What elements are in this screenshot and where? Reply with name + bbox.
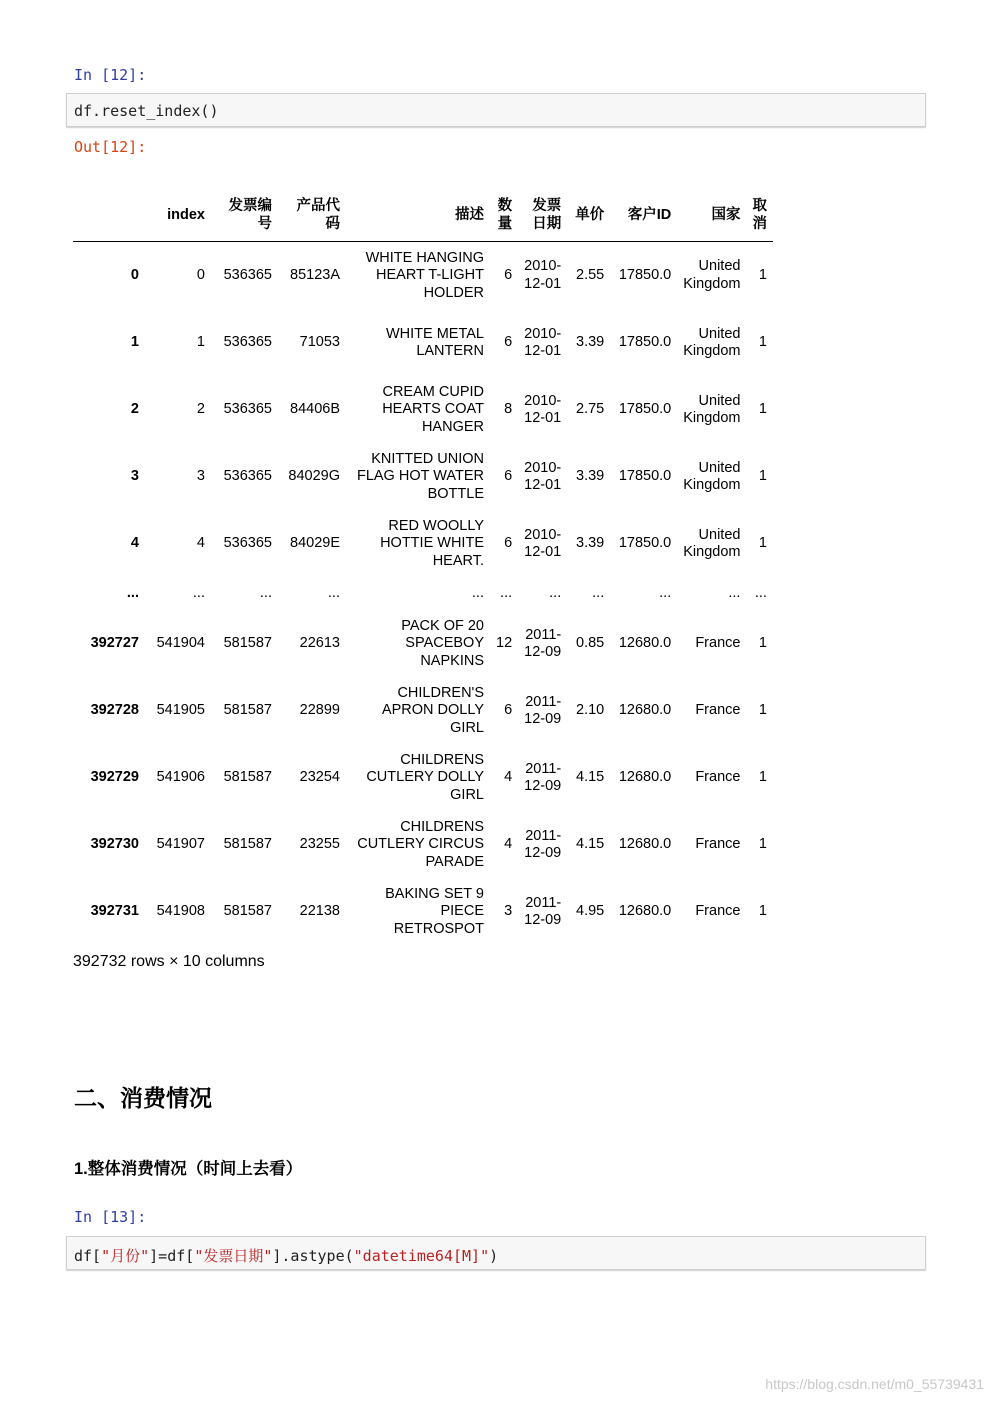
cell-index: ...: [192, 585, 205, 602]
cell-description: WHITE METAL LANTERN: [385, 325, 484, 359]
cell-product: 71053: [299, 334, 340, 351]
row-label: 1: [130, 334, 139, 351]
cell-date: 2011-12-09: [524, 827, 562, 861]
cell-customer-id: 17850.0: [618, 535, 672, 552]
table-body: [73, 242, 773, 946]
cell-invoice: 581587: [223, 702, 272, 719]
cell-12-in-prompt: In [12]:: [74, 66, 147, 84]
col-header-customer-id: 客户ID: [610, 190, 677, 242]
cell-customer-id: 17850.0: [618, 267, 672, 283]
cell-description: PACK OF 20 SPACEBOY NAPKINS: [401, 617, 484, 669]
cell-customer-id: 12680.0: [618, 769, 672, 786]
cell-description: ...: [471, 585, 484, 602]
table-row: [73, 242, 773, 310]
cell-quantity: 4: [504, 836, 513, 853]
cell-description: CREAM CUPID HEARTS COAT HANGER: [382, 383, 484, 435]
cell-cancel: 1: [758, 468, 767, 485]
cell-12-code-input[interactable]: [66, 93, 926, 127]
cell-price: 3.39: [576, 468, 605, 485]
cell-date: 2011-12-09: [524, 760, 562, 794]
ellipsis-row: [73, 578, 773, 611]
row-label: 392728: [90, 702, 139, 719]
cell-date: 2010-12-01: [524, 392, 562, 426]
cell-date: 2011-12-09: [524, 693, 562, 727]
table-row: [73, 310, 773, 377]
table-row: [73, 879, 773, 946]
table-row: [73, 511, 773, 578]
cell-product: 84406B: [290, 401, 340, 418]
cell-invoice: 581587: [223, 635, 272, 652]
cell-quantity: ...: [500, 585, 513, 602]
cell-price: 3.39: [576, 334, 605, 351]
cell-price: 0.85: [576, 635, 605, 652]
cell-cancel: 1: [758, 401, 767, 418]
cell-product: 22899: [299, 702, 340, 719]
cell-description: RED WOOLLY HOTTIE WHITE HEART.: [380, 517, 484, 569]
cell-product: 22613: [299, 635, 340, 652]
cell-cancel: 1: [758, 535, 767, 552]
cell-product: 84029E: [290, 535, 340, 552]
table-row: [73, 812, 773, 879]
cell-country: United Kingdom: [683, 526, 741, 560]
cell-cancel: ...: [754, 585, 767, 602]
col-header-index: index: [145, 190, 211, 242]
cell-cancel: 1: [758, 702, 767, 719]
cell-quantity: 6: [504, 267, 513, 283]
cell-13-code: [74, 1245, 498, 1266]
cell-index: 1: [196, 334, 205, 351]
cell-13-in-prompt: In [13]:: [74, 1208, 147, 1226]
cell-price: 3.39: [576, 535, 605, 552]
cell-cancel: 1: [758, 267, 767, 283]
cell-country: United Kingdom: [683, 392, 741, 426]
cell-12-out-prompt: Out[12]:: [74, 138, 147, 156]
cell-price: 4.15: [576, 769, 605, 786]
cell-quantity: 6: [504, 702, 513, 719]
cell-index: 4: [196, 535, 205, 552]
cell-index: 541904: [156, 635, 205, 652]
cell-13-code-input[interactable]: [66, 1236, 926, 1270]
cell-date: 2010-12-01: [524, 325, 562, 359]
cell-customer-id: 12680.0: [618, 635, 672, 652]
cell-country: United Kingdom: [683, 258, 741, 292]
cell-description: CHILDRENS CUTLERY DOLLY GIRL: [366, 751, 484, 803]
cell-quantity: 4: [504, 769, 513, 786]
cell-quantity: 3: [504, 903, 513, 920]
cell-customer-id: 12680.0: [618, 836, 672, 853]
cell-invoice: 536365: [223, 535, 272, 552]
cell-invoice: 536365: [223, 401, 272, 418]
code-string-token: "月份": [101, 1247, 150, 1265]
cell-product: 22138: [299, 903, 340, 920]
cell-customer-id: 17850.0: [618, 334, 672, 351]
table-row: [73, 444, 773, 511]
table-header: [73, 190, 773, 242]
col-header-quantity: 数量: [490, 190, 518, 242]
row-label: 392730: [90, 836, 139, 853]
row-label: 392731: [90, 903, 139, 920]
cell-quantity: 12: [496, 635, 513, 652]
cell-invoice: 581587: [223, 769, 272, 786]
cell-product: 84029G: [288, 468, 340, 485]
cell-customer-id: 17850.0: [618, 401, 672, 418]
col-header-invoice-date: 发票日期: [518, 190, 567, 242]
code-string-token: "发票日期": [194, 1247, 273, 1265]
row-label: 392727: [90, 635, 139, 652]
col-header-cancel: 取消: [746, 190, 773, 242]
cell-invoice: 536365: [223, 267, 272, 283]
row-label: ...: [126, 585, 139, 602]
row-label: 4: [130, 535, 139, 552]
cell-index: 541906: [156, 769, 205, 786]
dataframe-table: [73, 190, 773, 946]
cell-date: 2010-12-01: [524, 526, 562, 560]
cell-price: ...: [592, 585, 605, 602]
cell-invoice: 536365: [223, 334, 272, 351]
cell-date: 2010-12-01: [524, 459, 562, 493]
cell-cancel: 1: [758, 769, 767, 786]
cell-index: 541905: [156, 702, 205, 719]
cell-cancel: 1: [758, 334, 767, 351]
cell-price: 2.75: [576, 401, 605, 418]
cell-index: 541908: [156, 903, 205, 920]
subsection-heading: 1.整体消费情况（时间上去看）: [74, 1160, 303, 1178]
cell-cancel: 1: [758, 635, 767, 652]
cell-price: 2.55: [576, 267, 605, 283]
code-token: df[: [74, 1247, 102, 1265]
table-row: [73, 678, 773, 745]
cell-price: 4.15: [576, 836, 605, 853]
cell-date: 2010-12-01: [524, 258, 562, 292]
code-token: ].astype(: [272, 1247, 354, 1265]
cell-product: 23254: [299, 769, 340, 786]
cell-country: France: [695, 836, 741, 853]
cell-cancel: 1: [758, 903, 767, 920]
watermark: https://blog.csdn.net/m0_55739431: [765, 1376, 984, 1392]
cell-invoice: 536365: [223, 468, 272, 485]
cell-date: 2011-12-09: [524, 626, 562, 660]
cell-invoice: ...: [259, 585, 272, 602]
cell-date: ...: [549, 585, 562, 602]
cell-country: France: [695, 635, 741, 652]
cell-country: United Kingdom: [683, 459, 741, 493]
cell-customer-id: 17850.0: [618, 468, 672, 485]
cell-quantity: 6: [504, 334, 513, 351]
cell-product: 85123A: [290, 267, 340, 283]
section-heading: 二、消费情况: [74, 1085, 212, 1111]
row-label: 2: [130, 401, 139, 418]
code-token: ): [489, 1247, 499, 1265]
cell-date: 2011-12-09: [524, 894, 562, 928]
table-row: [73, 377, 773, 444]
cell-product: 23255: [299, 836, 340, 853]
col-header-row-index: [73, 190, 145, 242]
cell-country: France: [695, 903, 741, 920]
cell-invoice: 581587: [223, 903, 272, 920]
col-header-country: 国家: [677, 190, 746, 242]
cell-description: BAKING SET 9 PIECE RETROSPOT: [385, 885, 484, 937]
col-header-description: 描述: [346, 190, 490, 242]
row-label: 392729: [90, 769, 139, 786]
cell-description: CHILDREN'S APRON DOLLY GIRL: [381, 684, 484, 736]
cell-country: ...: [728, 585, 741, 602]
cell-index: 2: [196, 401, 205, 418]
cell-index: 3: [196, 468, 205, 485]
cell-customer-id: 12680.0: [618, 702, 672, 719]
table-row: [73, 611, 773, 678]
col-header-unit-price: 单价: [567, 190, 610, 242]
cell-price: 4.95: [576, 903, 605, 920]
cell-description: WHITE HANGING HEART T-LIGHT HOLDER: [365, 249, 484, 301]
cell-country: France: [695, 702, 741, 719]
cell-country: France: [695, 769, 741, 786]
cell-cancel: 1: [758, 836, 767, 853]
col-header-product: 产品代码: [278, 190, 346, 242]
cell-quantity: 8: [504, 401, 513, 418]
col-header-invoice: 发票编号: [211, 190, 278, 242]
cell-invoice: 581587: [223, 836, 272, 853]
code-string-token: "datetime64[M]": [353, 1247, 490, 1265]
cell-index: 0: [196, 267, 205, 283]
row-label: 3: [130, 468, 139, 485]
row-label: 0: [130, 267, 139, 283]
cell-customer-id: ...: [659, 585, 672, 602]
cell-country: United Kingdom: [683, 325, 741, 359]
cell-description: KNITTED UNION FLAG HOT WATER BOTTLE: [356, 450, 484, 502]
cell-quantity: 6: [504, 468, 513, 485]
cell-quantity: 6: [504, 535, 513, 552]
cell-customer-id: 12680.0: [618, 903, 672, 920]
cell-12-code: df.reset_index(): [74, 102, 219, 120]
table-row: [73, 745, 773, 812]
cell-price: 2.10: [576, 702, 605, 719]
cell-product: ...: [327, 585, 340, 602]
table-shape-note: 392732 rows × 10 columns: [73, 953, 265, 970]
cell-description: CHILDRENS CUTLERY CIRCUS PARADE: [357, 818, 484, 870]
cell-index: 541907: [156, 836, 205, 853]
code-token: ]=df[: [149, 1247, 195, 1265]
